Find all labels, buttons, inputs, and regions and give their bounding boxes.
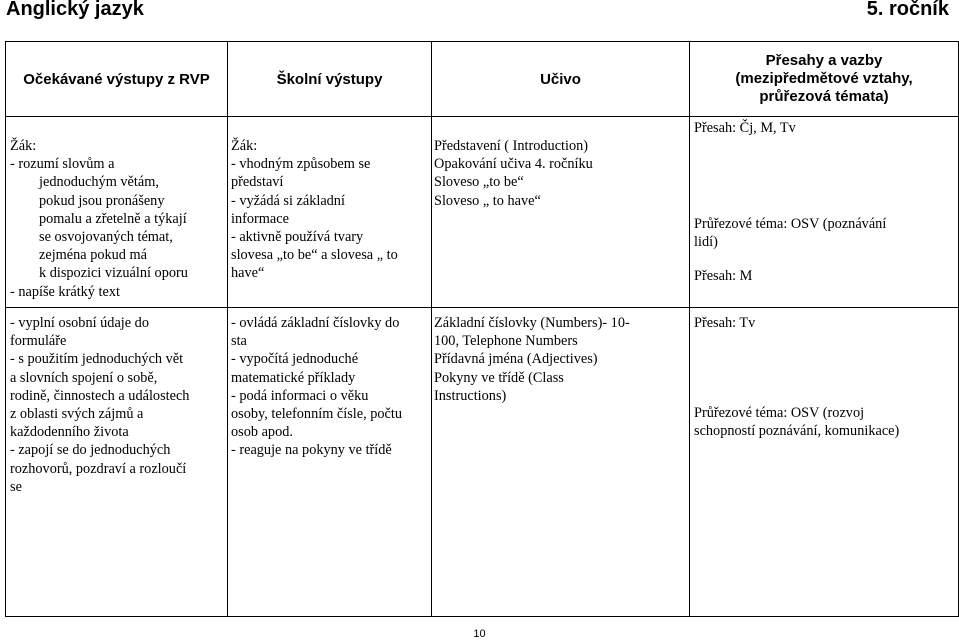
rvp-line: k dispozici vizuální oporu xyxy=(39,265,188,282)
prurezove-tema-text: Průřezové téma: OSV (poznávání xyxy=(694,216,887,233)
skolni-line: - aktivně používá tvary xyxy=(231,229,364,246)
ucivo-line: Představení ( Introduction) xyxy=(434,138,589,154)
skolni-line: - vypočítá jednoduché xyxy=(231,351,359,368)
skolni-line: - reaguje na pokyny ve třídě xyxy=(231,442,392,459)
rvp-line: - vyplní osobní údaje do xyxy=(10,315,149,331)
skolni-line: slovesa „to be“ a slovesa „ to xyxy=(231,247,398,264)
rvp-line: - napíše krátký text xyxy=(10,283,120,300)
rvp-line: - zapojí se do jednoduchých xyxy=(10,442,171,459)
rvp-label: Žák: xyxy=(10,138,37,154)
rvp-line: každodenního života xyxy=(10,424,129,441)
skolni-label: Žák: xyxy=(231,138,258,154)
skolni-cell xyxy=(228,308,432,617)
rvp-line: jednoduchým větám, xyxy=(39,174,159,191)
skolni-line: - podá informaci o věku xyxy=(231,387,369,404)
column-header-ucivo: Učivo xyxy=(432,42,690,117)
column-header-skolni: Školní výstupy xyxy=(228,42,432,117)
rvp-line: zejména pokud má xyxy=(39,247,147,264)
ucivo-line: Instructions) xyxy=(434,387,507,404)
skolni-line: - vhodným způsobem se xyxy=(231,156,371,173)
skolni-line: - ovládá základní číslovky do xyxy=(231,315,400,331)
table-row xyxy=(6,308,959,617)
spacer xyxy=(694,155,956,173)
ucivo-line: Sloveso „ to have“ xyxy=(434,192,541,209)
presah-text: Přesah: Čj, M, Tv xyxy=(694,120,796,136)
ucivo-line: Opakování učiva 4. ročníku xyxy=(434,156,593,173)
skolni-line: osob apod. xyxy=(231,424,293,441)
spacer xyxy=(10,119,225,137)
skolni-cell xyxy=(228,117,432,308)
rvp-cell xyxy=(6,117,228,308)
prurezove-tema-text: Průřezové téma: OSV (rozvoj xyxy=(694,405,865,422)
skolni-line: osoby, telefonním čísle, počtu xyxy=(231,406,402,423)
rvp-line: z oblasti svých zájmů a xyxy=(10,406,144,423)
rvp-cell xyxy=(6,308,228,617)
prurezove-tema-text: lidí) xyxy=(694,234,718,251)
column-header-presahy: Přesahy a vazby (mezipředmětové vztahy, průřezová témata) xyxy=(690,42,959,117)
rvp-line: a slovních spojení o sobě, xyxy=(10,369,158,386)
page-number: 10 xyxy=(473,628,486,640)
skolni-line: informace xyxy=(231,210,289,227)
ucivo-cell xyxy=(432,308,690,617)
curriculum-table xyxy=(5,41,959,617)
rvp-line: rodině, činnostech a událostech xyxy=(10,387,190,404)
presahy-cell xyxy=(690,308,959,617)
rvp-line: - s použitím jednoduchých vět xyxy=(10,351,184,368)
grade-title: 5. ročník xyxy=(866,0,949,20)
rvp-line: formuláře xyxy=(10,333,67,350)
prurezove-tema-text: schopností poznávání, komunikace) xyxy=(694,423,900,440)
presah-text: Přesah: Tv xyxy=(694,315,756,331)
skolni-line: představí xyxy=(231,174,284,191)
rvp-line: pokud jsou pronášeny xyxy=(39,192,165,209)
spacer xyxy=(694,252,956,267)
spacer xyxy=(694,173,956,191)
skolni-line: - vyžádá si základní xyxy=(231,192,345,209)
ucivo-line: Základní číslovky (Numbers)- 10- xyxy=(434,315,630,331)
skolni-line: have“ xyxy=(231,265,265,282)
presah-text: Přesah: M xyxy=(694,267,753,284)
ucivo-line: 100, Telephone Numbers xyxy=(434,333,578,350)
spacer xyxy=(434,119,686,137)
spacer xyxy=(694,137,956,155)
column-header-rvp: Očekávané výstupy z RVP xyxy=(6,42,228,117)
spacer xyxy=(694,191,956,215)
rvp-line: - rozumí slovům a xyxy=(10,156,115,173)
ucivo-line: Přídavná jména (Adjectives) xyxy=(434,351,598,368)
table-row xyxy=(6,117,959,308)
ucivo-line: Sloveso „to be“ xyxy=(434,174,524,191)
skolni-line: matematické příklady xyxy=(231,369,356,386)
ucivo-line: Pokyny ve třídě (Class xyxy=(434,369,564,386)
subject-title: Anglický jazyk xyxy=(6,0,144,20)
spacer xyxy=(231,119,427,137)
rvp-line: se xyxy=(10,478,22,495)
spacer xyxy=(694,332,956,369)
spacer xyxy=(694,369,956,404)
rvp-line: se osvojovaných témat, xyxy=(39,229,173,246)
skolni-line: sta xyxy=(231,333,247,350)
presahy-cell xyxy=(690,117,959,308)
rvp-line: rozhovorů, pozdraví a rozloučí xyxy=(10,460,187,477)
table-header-row xyxy=(6,42,959,117)
rvp-line: pomalu a zřetelně a týkají xyxy=(39,210,187,227)
ucivo-cell xyxy=(432,117,690,308)
